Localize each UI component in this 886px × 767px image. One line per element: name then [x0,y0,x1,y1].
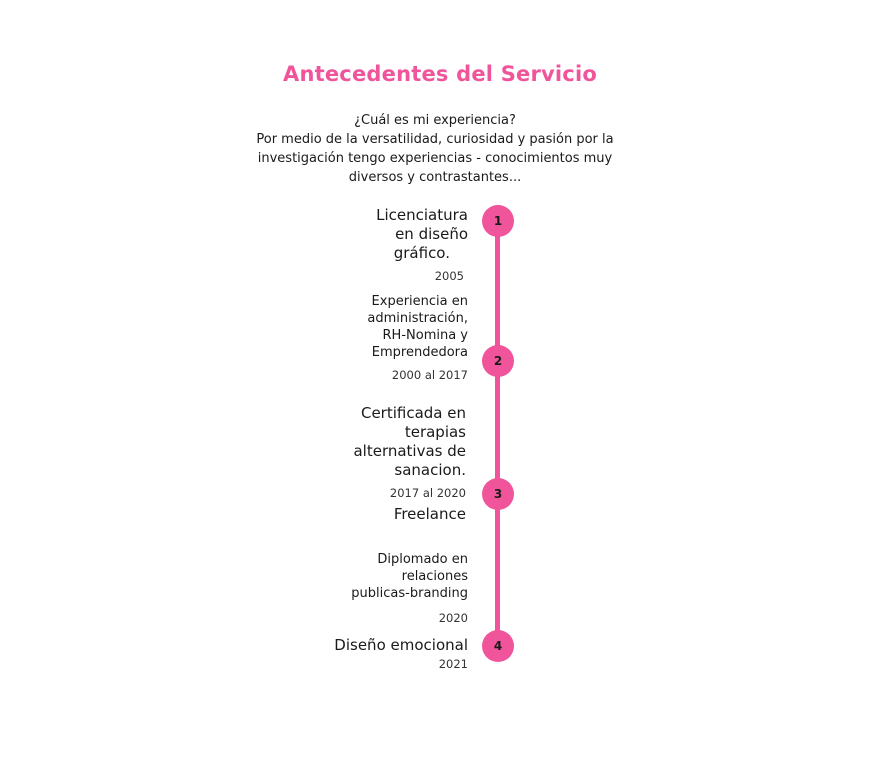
timeline-node-4: 4 [482,630,514,662]
timeline-node-3: 3 [482,478,514,510]
item-label: relaciones [401,569,468,584]
item-year: 2020 [438,611,468,625]
item-label: Emprendedora [371,345,468,360]
page-title: Antecedentes del Servicio [283,62,597,86]
intro-text [243,111,627,187]
intro-line: diversos y contrastantes... [348,170,522,185]
item-label: terapias [404,423,466,441]
timeline-item-diseno-emocional [334,636,468,674]
item-label: en diseño [395,225,468,243]
item-year: 2017 al 2020 [389,486,466,500]
item-label: sanacion. [394,461,466,479]
item-label: administración, [367,311,468,326]
item-year: 2000 al 2017 [391,368,468,382]
timeline-node-1: 1 [482,205,514,237]
timeline-node-2: 2 [482,345,514,377]
item-year: 2005 [434,269,464,283]
timeline-line [495,221,500,646]
item-label: gráfico. [393,244,450,262]
item-label: alternativas de [353,442,466,460]
timeline-item-licenciatura [376,206,468,286]
intro-line: Por medio de la versatilidad, curiosidad y pasión por la [256,132,614,147]
item-year: 2021 [438,657,468,671]
timeline-item-diplomado [351,551,468,627]
item-label: publicas-branding [351,586,468,601]
item-label: Licenciatura [376,206,468,224]
intro-line: investigación tengo experiencias - conocimientos muy [257,151,613,166]
timeline-item-certificada [353,404,466,503]
item-label: Diseño emocional [334,636,468,654]
item-label: Experiencia en [371,294,468,309]
item-label: RH-Nomina y [382,328,468,343]
intro-line: ¿Cuál es mi experiencia? [354,113,516,128]
item-label: Certificada en [360,404,466,422]
timeline-item-experiencia [367,293,468,384]
item-label: Diplomado en [377,552,468,567]
item-label: Freelance [393,505,466,523]
timeline-item-freelance [394,505,466,524]
